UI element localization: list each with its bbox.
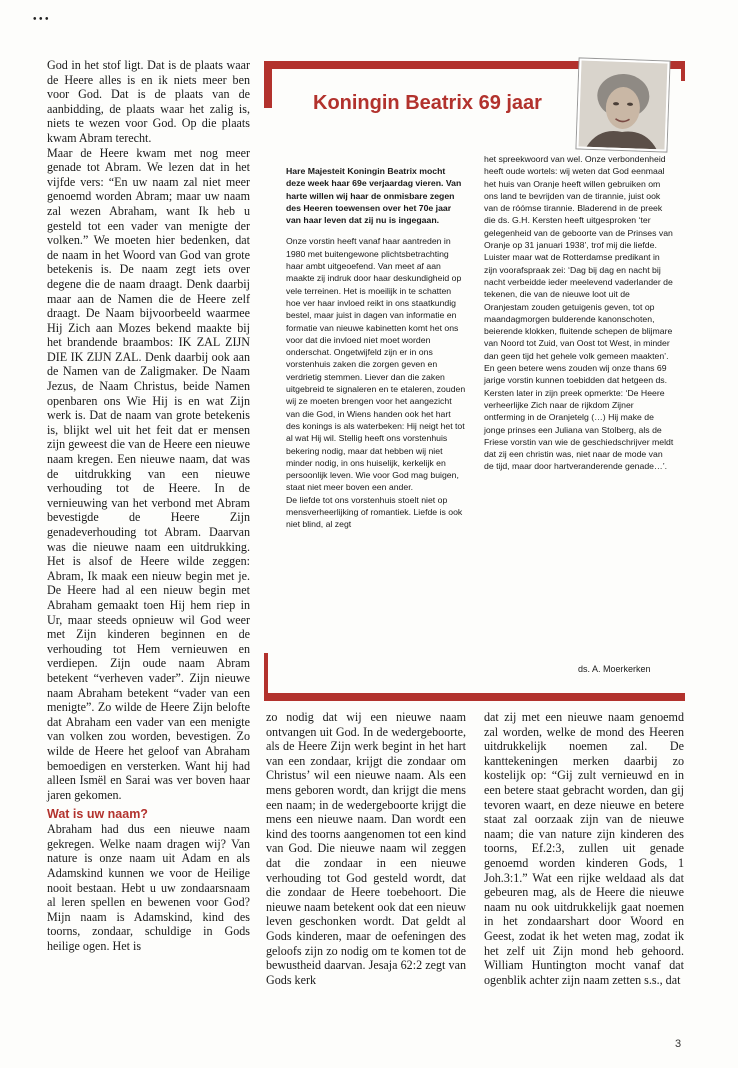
bottom-column-right [484,710,684,987]
signature: ds. A. Moerkerken [578,664,651,674]
box-lead: Hare Majesteit Koningin Beatrix mocht deze week haar 69e verjaardag vieren. Van harte willen wij haar de onmisbare zegen des Heeren toewensen over het 70e jaar van haar leven dat zij nu is ingegaan. [286,166,462,226]
section-heading: Wat is uw naam? [47,807,148,822]
paragraph: Onze vorstin heeft vanaf haar aantreden in 1980 met buitengewone plichtsbetrachting haar ambt uitgeoefend. Van meet af aan maakte zij indruk door haar deskundigheid op vele terreinen. Het is moeilijk in te schatten hoe ver haar invloed reikt in ons staatkundig bestel, maar juist in dagen van informatie en formatie van nieuwe kabinetten komt het ons voor dat die invloed niet moet worden onderschat. Ongetwijfeld zijn er in ons vorstenhuis zaken die zorgen geven en verdrietig stemmen. Liever dan die zaken uitgebreid te signaleren en te etaleren, zouden wij ze moeten brengen voor het aangezicht van die God, in Wiens handen ook het hart des konings is als waterbeken: Hij neigt het tot al wat Hij wil. Stellig heeft ons vorstenhuis bekering nodig, maar dat hebben wij niet minder nodig, in ons huiselijk, kerkelijk en persoonlijk leven. Wie voor God mag buigen, staat niet meer boven een ander. [286,236,466,493]
bottom-column-middle [266,710,466,987]
page-number: 3 [675,1038,682,1050]
box-column-2 [484,153,674,473]
box-title: Koningin Beatrix 69 jaar [313,92,542,114]
box-border-lower-left [264,653,268,698]
box-border-bottom [264,693,685,701]
beatrix-box [264,61,685,698]
portrait-photo [576,58,669,151]
box-column-1 [286,165,466,531]
header-marks: • • • [33,14,49,25]
portrait-icon [579,61,668,150]
box-border-right [681,61,685,81]
paragraph: zo nodig dat wij een nieuwe naam ontvangen uit God. In de wedergeboorte, als de Heere Zijn werk begint in het hart van een zondaar, krijgt die zondaar om Christus’ wil een nieuwe naam. Als een mens geboren wordt, dan krijgt die mens een naam; in de wedergeboorte krijgt die mens een nieuwe naam. Dan wordt een kind des toorns aangenomen tot een kind van God. Die nieuwe naam wil zeggen dat die zondaar in een nieuwe verhouding tot God gesteld wordt, dat die zondaar de Heere toebehoort. Die nieuwe naam betekent ook dat een nieuw leven geschonken wordt. Dat geldt al Gods kinderen, maar de oefeningen des geloofs zijn zo nodig om te komen tot de bewustheid daarvan. Jesaja 62:2 zegt van Gods kerk [266,710,466,987]
paragraph: het spreekwoord van wel. Onze verbondenheid heeft oude wortels: wij weten dat God eenmaal het huis van Oranje heeft willen gebruiken om ons land te bevrijden van de tirannie, juist ook van de róómse tirannie. Bladerend in de preek die ds. G.H. Kersten heeft uitgesproken ‘ter gelegenheid van de geboorte van de Prinses van Oranje op 31 januari 1938’, trof mij die liefde. Luister maar wat de Rotterdamse predikant in zijn voorafspraak zei: ‘Dag bij dag en nacht bij nacht verbeidde ieder meelevend vaderlander de tekenen, die van de nieuwe loot uit de Oranjestam zouden getuigenis geven, tot op maandagmorgen bulderende kanonschoten, beierende klokken, fluitende schepen de blijmare van Noord tot Zuid, van Oost tot West, in minder dan geen tijd het gehele volk gemeen maakten’. En geen betere wens zouden wij onze thans 69 jarige vorstin kunnen toebidden dat hetgeen ds. Kersten later in zijn preek opmerkte: ‘De Heere verheerlijke Zich naar de rijkdom Zijner ontferming in de Oranjetelg (…) Hij make de jonge prinses een Juliana van Stolberg, als de Friese vorstin van wie de geschiedschrijver meldt dat zij een christin was, niet naar de mode van de tijd, maar door hartveranderende genade…’. [484,154,674,472]
box-border-left [264,61,272,108]
paragraph: Abraham had dus een nieuwe naam gekregen. Welke naam dragen wij? Van nature is onze naam uit Adam en als Adamskind kunnen we voor de Heilige nooit bestaan. Hebt u uw zondaarsnaam al leren spellen en bewenen voor God? Mijn naam is Adamskind, kind des toorns, zondaar, schuldige in Gods heilige ogen. Het is [47,822,250,954]
left-column [47,58,250,954]
paragraph: God in het stof ligt. Dat is de plaats waar de Heere alles is en ik niets meer ben voor God. Dat is de plaats van de aanbidding, de plaats waar het zalig is, niets te wezen voor God. Op die plaats kwam Abram terecht. [47,58,250,145]
paragraph: Maar de Heere kwam met nog meer genade tot Abram. We lezen dat in het vijfde vers: “En uw naam zal niet meer genoemd worden Abram; maar uw naam zal wezen Abraham, want Ik heb u gesteld tot een vader van menigte der volken.” We moeten hier bedenken, dat de naam in het Woord van God van grote betekenis is. De naam zegt iets over degene die de naam draagt. Denk daarbij maar aan de Namen die de Heere zelf draagt. De Naam bijvoorbeeld waarmee Hij Zich aan Mozes bekend maakte bij het brandende braambos: IK ZAL ZIJN DIE IK ZIJN ZAL. Denk daarbij ook aan de Namen van de Zaligmaker. De Naam Jezus, de Naam Christus, beide Namen openbaren ons Wie Hij is en wat Zijn werk is. Dat de naam van grote betekenis is, blijkt wel uit het feit dat er mensen zijn geweest die van de Heere een nieuwe naam kregen. Een nieuwe naam, dat was de uitdrukking van een nieuwe verhouding tot de Heere. In de vernieuwing van het verbond met Abram bevestigde de Heere Zijn genadeverhouding tot Abram. Daarvan was die nieuwe naam een uitdrukking. Het is alsof de Heere wilde zeggen: Abram, Ik maak een nieuw begin met je. De Heere had al een nieuw begin met Abraham gemaakt toen Hij hem riep in Ur, maar steeds opnieuw wil God weer met Zijn kinderen beginnen en de verhouding tot Hem vernieuwen en verdiepen. Zijn oude naam Abram betekent “verheven vader”. Zijn nieuwe naam Abraham betekent “vader van een menigte”. Zo wilde de Heere Zijn belofte dat Abraham een vader van een menigte van volken zou worden, bevestigen. Zo wilde de Heere het geloof van Abraham bemoedigen en versterken. Want hij had alleen Ismël en Sarai was ver boven haar jaren gekomen. [47,145,250,802]
paragraph: De liefde tot ons vorstenhuis stoelt niet op mensverheerlijking of romantiek. Liefde is ook niet blind, al zegt [286,494,463,530]
paragraph: dat zij met een nieuwe naam genoemd zal worden, welke de mond des Heeren uitdrukkelijk noemen zal. De kanttekeningen merken daarbij zo kostelijk op: “Gij zult vernieuwd en in een betere staat gebracht worden, dan gij tevoren waart, en deze nieuwe en betere staat zal oorzaak zijn van de nieuwe naam; die van nature zijn kinderen des toorns, Ef.2:3, zullen uit genade genoemd worden kinderen Gods, 1 Joh.3:1.” Wat een rijke weldaad als dat gebeuren mag, als de Heere die nieuwe naam nu ook uitdrukkelijk gaat noemen in het zondaarshart door Woord en Geest, zodat ik het weten mag, zodat ik het zelf uit Zijn mond heb gehoord. William Huntington mocht vanaf dat ogenblik achter zijn naam zetten s.s., dat [484,710,684,987]
